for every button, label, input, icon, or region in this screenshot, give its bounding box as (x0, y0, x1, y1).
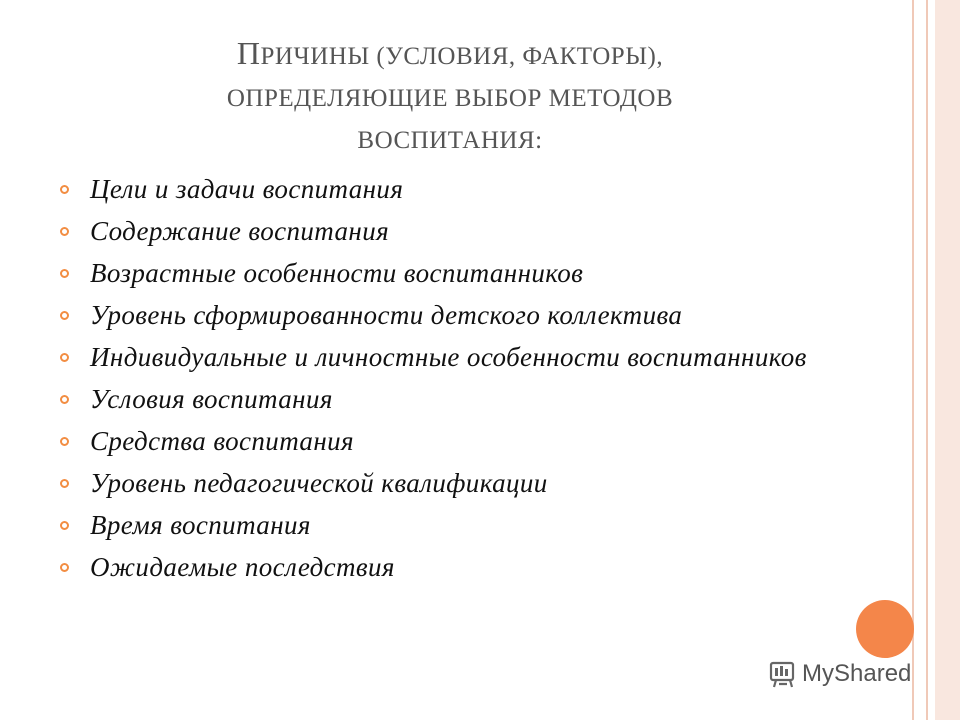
bullet-ring-icon (60, 395, 69, 404)
bullet-ring-icon (60, 479, 69, 488)
list-item (58, 424, 818, 458)
decorative-orange-circle (856, 600, 914, 658)
list-item-text: Ожидаемые последствия (90, 552, 395, 582)
decorative-vertical-line (926, 0, 928, 720)
list-item (58, 382, 818, 416)
list-item-text: Условия воспитания (90, 384, 333, 414)
myshared-watermark[interactable] (768, 657, 911, 691)
list-item-text: Уровень сформированности детского коллектива (90, 300, 683, 330)
decorative-side-band (935, 0, 960, 720)
list-item (58, 340, 818, 374)
list-item (58, 508, 818, 542)
list-item-text: Содержание воспитания (90, 216, 390, 246)
bullet-ring-icon (60, 437, 69, 446)
title-line-1 (60, 32, 840, 78)
bullet-ring-icon (60, 311, 69, 320)
list-item (58, 550, 818, 584)
title-line-3: ВОСПИТАНИЯ: (357, 127, 543, 154)
list-item (58, 298, 818, 332)
bullet-ring-icon (60, 521, 69, 530)
title-line-1-text: РИЧИНЫ (УСЛОВИЯ, ФАКТОРЫ), (260, 43, 664, 70)
myshared-logo-icon (768, 659, 798, 689)
list-item (58, 466, 818, 500)
list-item-text: Уровень педагогической квалификации (90, 468, 548, 498)
list-item (58, 172, 818, 206)
bullet-ring-icon (60, 353, 69, 362)
slide-title (60, 32, 840, 162)
list-item-text: Время воспитания (90, 510, 311, 540)
bullet-ring-icon (60, 185, 69, 194)
title-initial: П (236, 35, 261, 71)
list-item (58, 214, 818, 248)
bullet-ring-icon (60, 227, 69, 236)
list-item-text: Цели и задачи воспитания (90, 174, 404, 204)
list-item (58, 256, 818, 290)
list-item-text: Возрастные особенности воспитанников (90, 258, 584, 288)
list-item-text: Средства воспитания (90, 426, 354, 456)
factors-list (58, 172, 818, 592)
list-item-text: Индивидуальные и личностные особенности воспитанников (90, 342, 807, 372)
title-line-2: ОПРЕДЕЛЯЮЩИЕ ВЫБОР МЕТОДОВ (226, 85, 674, 112)
bullet-ring-icon (60, 563, 69, 572)
bullet-ring-icon (60, 269, 69, 278)
decorative-vertical-line (912, 0, 914, 720)
watermark-text: MyShared (802, 660, 912, 687)
